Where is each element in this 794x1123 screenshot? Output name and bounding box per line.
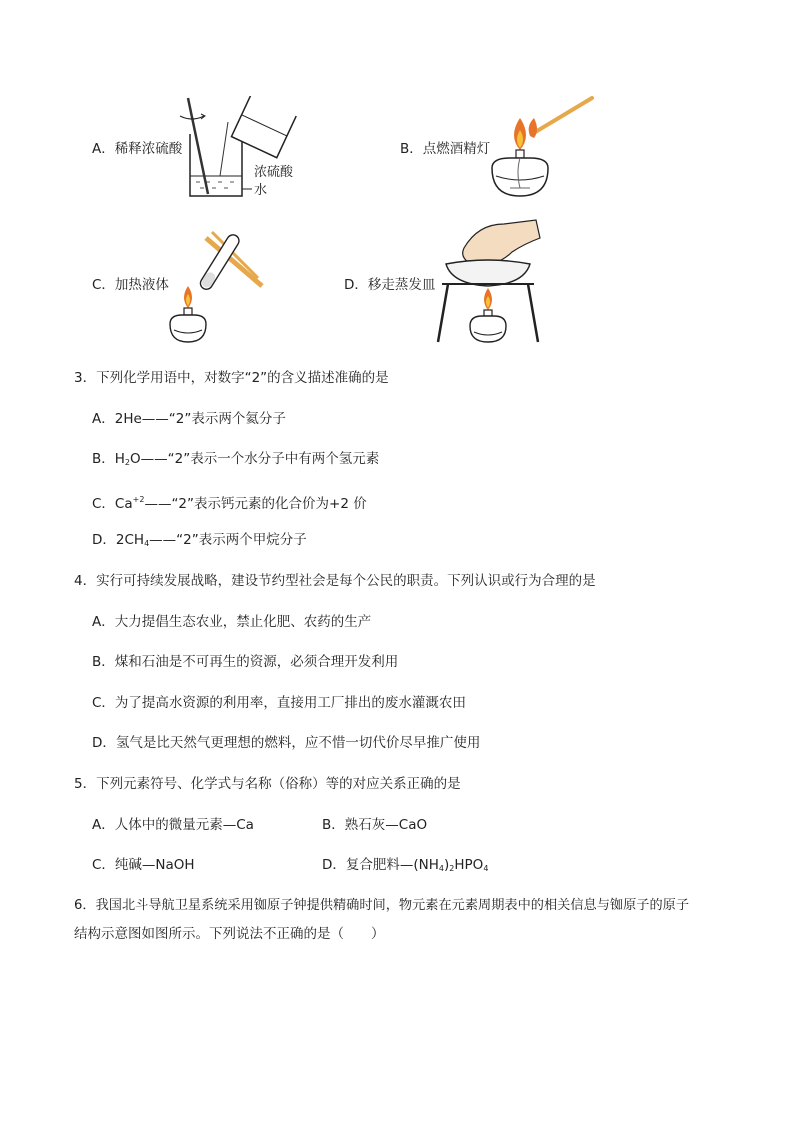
q3-a-formula: A．2He—— bbox=[92, 411, 169, 427]
q5-option-b: B．熟石灰—CaO bbox=[322, 817, 428, 833]
q5-d-sub3: 4 bbox=[483, 864, 489, 873]
figure-move-dish bbox=[432, 218, 544, 344]
option-2b: B．点燃酒精灯 bbox=[400, 141, 491, 157]
q4-option-a: A．大力提倡生态农业，禁止化肥、农药的生产 bbox=[92, 614, 372, 630]
q6-line1: 6．我国北斗导航卫星系统采用铷原子钟提供精确时间，物元素在元素周期表中的相关信息与铷原子的原子 bbox=[74, 898, 690, 913]
q4-stem: 4．实行可持续发展战略，建设节约型社会是每个公民的职责。下列认识或行为合理的是 bbox=[74, 573, 596, 589]
q5-d-formula: HPO bbox=[454, 857, 484, 873]
q3-d-formula: D．2CH bbox=[92, 532, 145, 548]
q3-option-d bbox=[92, 531, 307, 553]
q3-c-sup: +2 bbox=[132, 495, 145, 504]
q5-option-c: C．纯碱—NaOH bbox=[92, 857, 195, 873]
q3-option-a bbox=[92, 410, 286, 428]
q4-option-d: D．氢气是比天然气更理想的燃料，应不惜一切代价尽早推广使用 bbox=[92, 735, 481, 751]
q3-b-formula: B．H bbox=[92, 451, 125, 467]
figure-dilute-acid bbox=[178, 96, 308, 204]
option-2c: C．加热液体 bbox=[92, 277, 169, 293]
q4-option-c: C．为了提高水资源的利用率，直接用工厂排出的废水灌溉农田 bbox=[92, 695, 466, 711]
q3-option-c bbox=[92, 491, 367, 513]
q3-option-b bbox=[92, 450, 379, 472]
option-2d: D．移走蒸发皿 bbox=[344, 277, 436, 293]
q3-d-sub: 4 bbox=[144, 539, 150, 548]
label-water: 水 bbox=[254, 183, 268, 198]
q5-stem: 5．下列元素符号、化学式与名称（俗称）等的对应关系正确的是 bbox=[74, 776, 461, 792]
q5-d-sub1: 4 bbox=[438, 864, 445, 873]
q5-d-paren: ) bbox=[444, 857, 450, 873]
q4-option-b: B．煤和石油是不可再生的资源，必须合理开发利用 bbox=[92, 654, 399, 670]
q3-a-text: “2”表示两个氦分子 bbox=[168, 411, 286, 427]
q3-c-text: ——“2”表示钙元素的化合价为+2 价 bbox=[144, 496, 367, 512]
q5-option-d bbox=[322, 856, 488, 878]
q5-d-text: D．复合肥料—(NH bbox=[322, 857, 439, 873]
q6-line2: 结构示意图如图所示。下列说法不正确的是（ ） bbox=[74, 926, 385, 942]
option-2a: A．稀释浓硫酸 bbox=[92, 141, 183, 157]
q5-option-a: A．人体中的微量元素—Ca bbox=[92, 817, 254, 833]
label-conc-sulfuric-acid: 浓硫酸 bbox=[254, 165, 294, 180]
q5-d-sub2: 2 bbox=[449, 864, 455, 873]
q3-stem: 3．下列化学用语中，对数字“2”的含义描述准确的是 bbox=[74, 370, 389, 386]
q3-d-text: ——“2”表示两个甲烷分子 bbox=[149, 532, 307, 548]
q3-c-formula: C．Ca bbox=[92, 496, 133, 512]
figure-heat-liquid bbox=[166, 228, 266, 346]
q3-b-sub: 2 bbox=[124, 458, 131, 467]
q3-b-formula-end: O—— bbox=[130, 451, 168, 467]
q3-b-text: “2”表示一个水分子中有两个氢元素 bbox=[167, 451, 380, 467]
figure-light-lamp bbox=[480, 92, 598, 202]
